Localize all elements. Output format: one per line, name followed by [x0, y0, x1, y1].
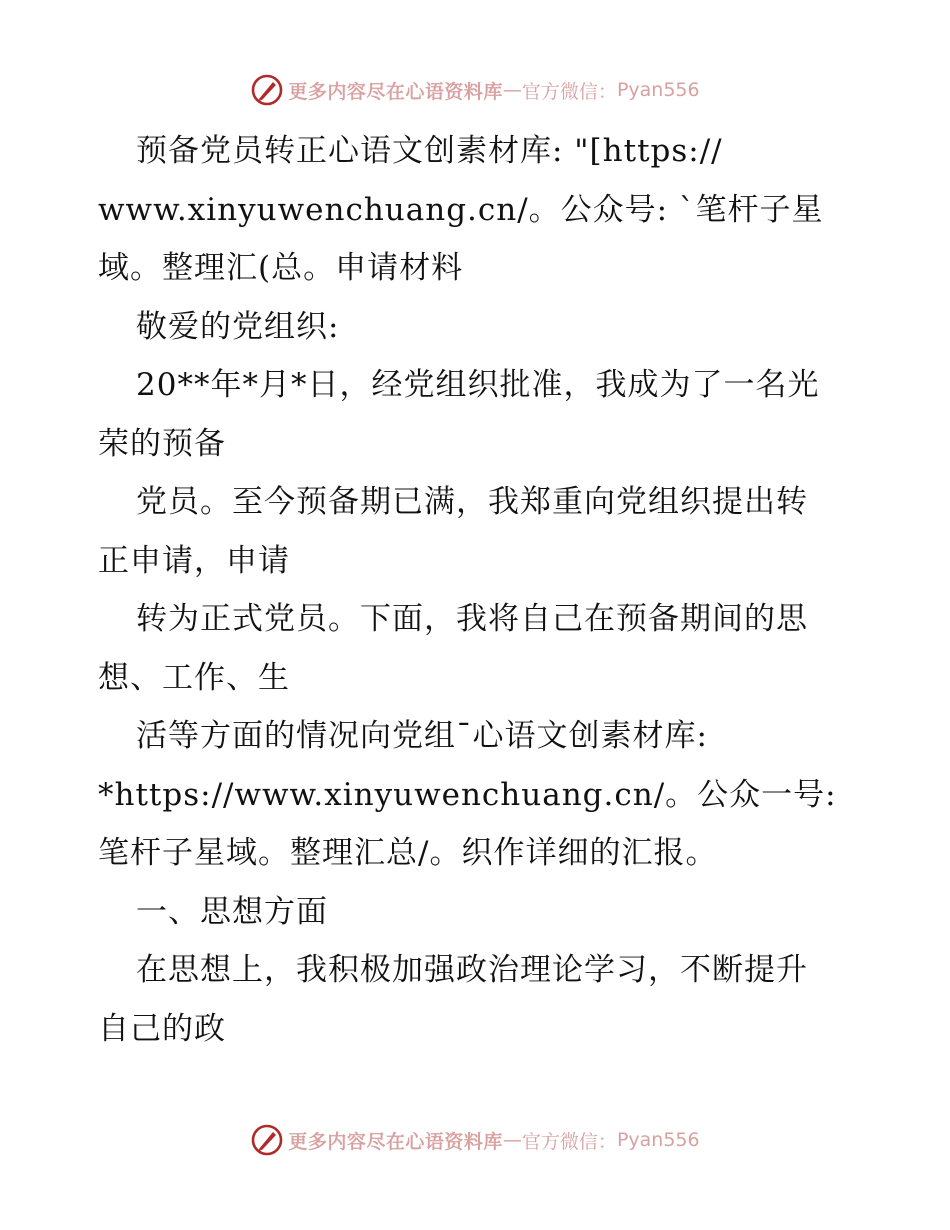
quill-seal-icon	[250, 1123, 284, 1157]
watermark-dash: —	[502, 79, 522, 101]
watermark-dash: —	[502, 1129, 522, 1151]
text-line: 党员。至今预备期已满，我郑重向党组织提出转	[136, 484, 808, 520]
text-line: 在思想上，我积极加强政治理论学习，不断提升	[136, 952, 808, 988]
watermark-wechat-label: 官方微信：	[521, 1130, 617, 1153]
quill-seal-icon	[250, 73, 284, 107]
section-heading: 一、思想方面	[136, 893, 328, 930]
watermark-header	[0, 70, 950, 110]
text-line: 预备党员转正心语文创素材库: "[https://	[136, 133, 723, 169]
salutation: 敬爱的党组织:	[136, 308, 340, 345]
text-line: 转为正式党员。下面，我将自己在预备期间的思	[136, 601, 808, 637]
watermark-wechat-id: Pyan556	[616, 79, 700, 101]
text-line: 域。整理汇(总。申请材料	[98, 250, 464, 286]
document-body	[98, 122, 858, 1058]
watermark-brand: 更多内容尽在心语资料库	[288, 1130, 503, 1153]
text-line: 笔杆子星域。整理汇总/。织作详细的汇报。	[98, 835, 718, 871]
text-line: 活等方面的情况向党组¯心语文创素材库:	[136, 718, 708, 754]
text-line: 20**年*月*日，经党组织批准，我成为了一名光	[136, 367, 820, 403]
text-line: 想、工作、生	[98, 659, 290, 696]
watermark-wechat-label: 官方微信：	[521, 80, 617, 103]
watermark-wechat-id: Pyan556	[616, 1129, 700, 1151]
text-line: 荣的预备	[98, 425, 226, 462]
watermark-brand: 更多内容尽在心语资料库	[288, 80, 503, 103]
watermark-footer	[0, 1120, 950, 1160]
text-line: *https://www.xinyuwenchuang.cn/。公众一号:	[98, 776, 837, 813]
text-line: 自己的政	[98, 1010, 226, 1047]
text-line: 正申请，申请	[98, 542, 290, 579]
text-line: www.xinyuwenchuang.cn/。公众号: `笔杆子星	[98, 191, 824, 228]
